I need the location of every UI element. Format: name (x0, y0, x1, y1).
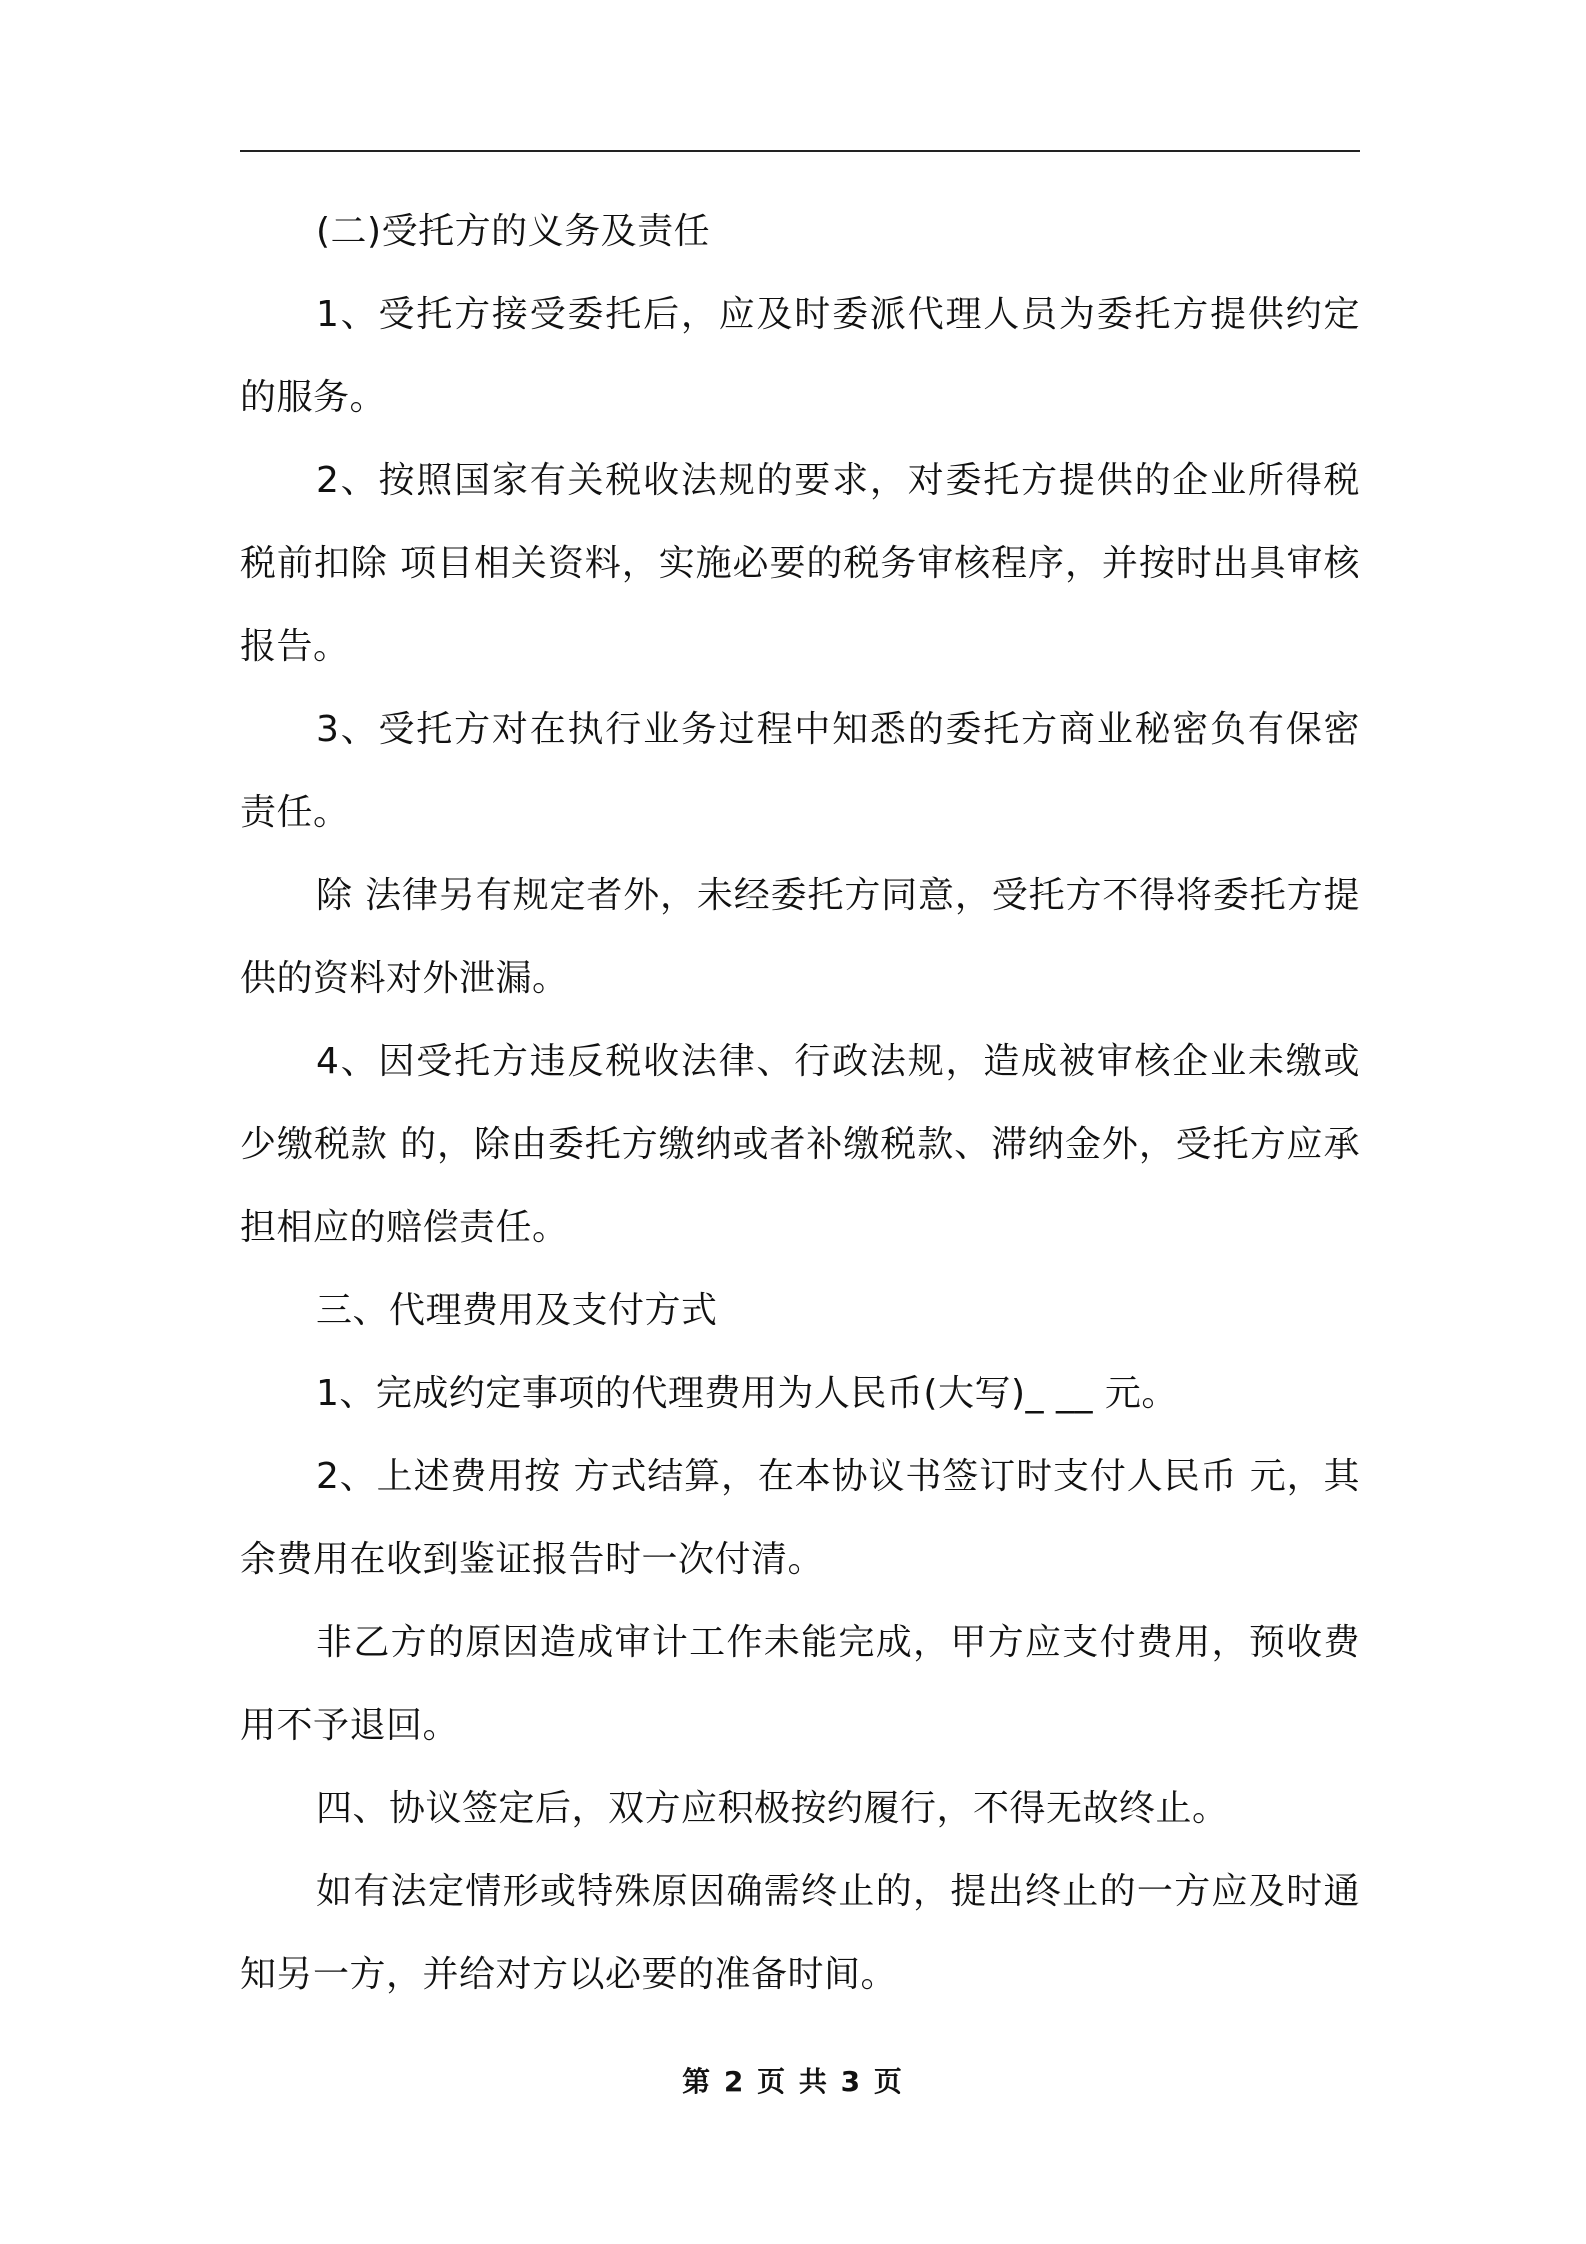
paragraph: 1、受托方接受委托后，应及时委派代理人员为委托方提供约定的服务。 (240, 294, 1360, 418)
section-heading-trustee-duties: (二)受托方的义务及责任 (316, 211, 711, 252)
section-heading-fees: 三、代理费用及支付方式 (316, 1290, 718, 1331)
paragraph: 3、受托方对在执行业务过程中知悉的委托方商业秘密负有保密责任。 (240, 709, 1360, 833)
paragraph: 4、因受托方违反税收法律、行政法规，造成被审核企业未缴或少缴税款 的，除由委托方缴纳或者补缴税款、滞纳金外，受托方应承担相应的赔偿责任。 (240, 1041, 1360, 1248)
section-heading-termination: 四、协议签定后，双方应积极按约履行，不得无故终止。 (316, 1788, 1229, 1829)
paragraph: 1、完成约定事项的代理费用为人民币(大写)_ __ 元。 (316, 1373, 1178, 1414)
paragraph: 2、按照国家有关税收法规的要求，对委托方提供的企业所得税税前扣除 项目相关资料，实施必要的税务审核程序，并按时出具审核报告。 (240, 460, 1360, 667)
page-number: 第 2 页 共 3 页 (682, 2065, 904, 2098)
paragraph: 如有法定情形或特殊原因确需终止的，提出终止的一方应及时通知另一方，并给对方以必要的准备时间。 (240, 1871, 1360, 1995)
document-body (240, 190, 1360, 2016)
paragraph: 非乙方的原因造成审计工作未能完成，甲方应支付费用，预收费用不予退回。 (240, 1622, 1360, 1746)
paragraph: 除 法律另有规定者外，未经委托方同意，受托方不得将委托方提供的资料对外泄漏。 (240, 875, 1360, 999)
paragraph: 2、上述费用按 方式结算，在本协议书签订时支付人民币 元，其余费用在收到鉴证报告时一次付清。 (240, 1456, 1360, 1580)
header-rule (240, 150, 1360, 152)
